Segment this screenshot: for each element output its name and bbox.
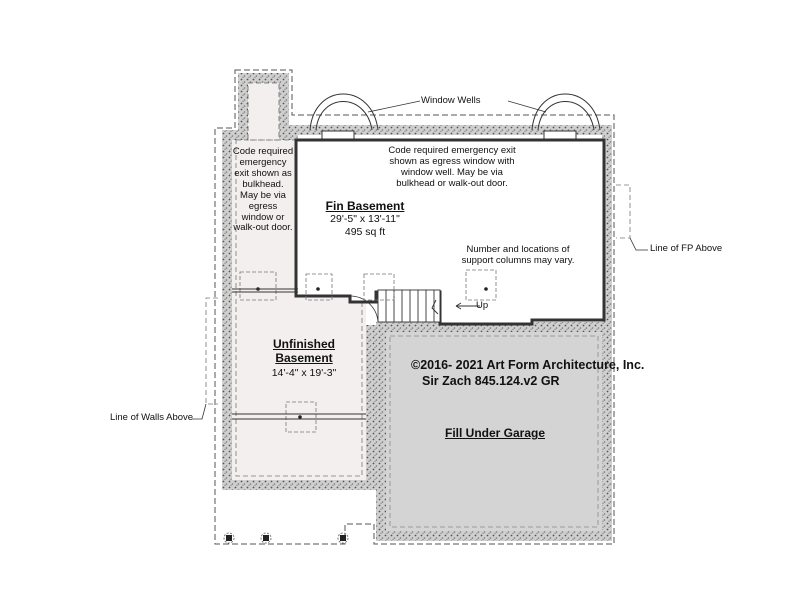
note-line: emergency xyxy=(239,156,287,168)
unfinished-title-line2: Basement xyxy=(275,351,333,365)
copyright-line2: Sir Zach 845.124.v2 GR xyxy=(422,374,560,388)
note-line: bulkhead. xyxy=(242,178,284,190)
line-of-fp-above-label: Line of FP Above xyxy=(650,243,723,254)
column-post xyxy=(484,287,488,291)
note-line: window or xyxy=(241,211,285,223)
note-line: Code required emergency exit xyxy=(388,145,516,156)
note-line: Number and locations of xyxy=(466,244,570,255)
window-wells-label: Window Wells xyxy=(421,95,481,106)
support-columns-note xyxy=(458,245,578,267)
fin-basement-area: 495 sq ft xyxy=(344,226,386,238)
note-line: shown as egress window with xyxy=(389,155,515,167)
bulkhead-area xyxy=(248,83,279,140)
fin-basement-dims: 29'-5" x 13'-11" xyxy=(330,213,400,225)
note-line: exit shown as xyxy=(234,167,292,179)
unfinished-dims: 14'-4" x 19'-3" xyxy=(271,367,337,379)
note-line: Code required xyxy=(232,146,294,157)
copyright-line1: ©2016- 2021 Art Form Architecture, Inc. xyxy=(411,358,645,372)
column-post xyxy=(316,287,320,291)
stair-up-label: Up xyxy=(476,300,489,311)
exterior-piers xyxy=(224,533,348,543)
egress-bulkhead-note xyxy=(232,147,294,234)
note-line: egress xyxy=(248,200,278,212)
egress-window-note xyxy=(382,146,522,190)
line-of-walls-above-label: Line of Walls Above xyxy=(110,412,194,423)
line-of-walls-above xyxy=(206,298,218,404)
fill-under-garage-label: Fill Under Garage xyxy=(444,426,546,440)
note-line: bulkhead or walk-out door. xyxy=(396,177,508,189)
note-line: support columns may vary. xyxy=(461,254,575,266)
note-line: May be via xyxy=(240,189,286,201)
fin-basement-title: Fin Basement xyxy=(325,199,405,213)
column-post xyxy=(298,415,302,419)
line-of-fp-above xyxy=(616,185,630,238)
note-line: window well. May be via xyxy=(401,166,503,178)
note-line: walk-out door. xyxy=(233,222,293,234)
unfinished-title-line1: Unfinished xyxy=(273,337,335,351)
